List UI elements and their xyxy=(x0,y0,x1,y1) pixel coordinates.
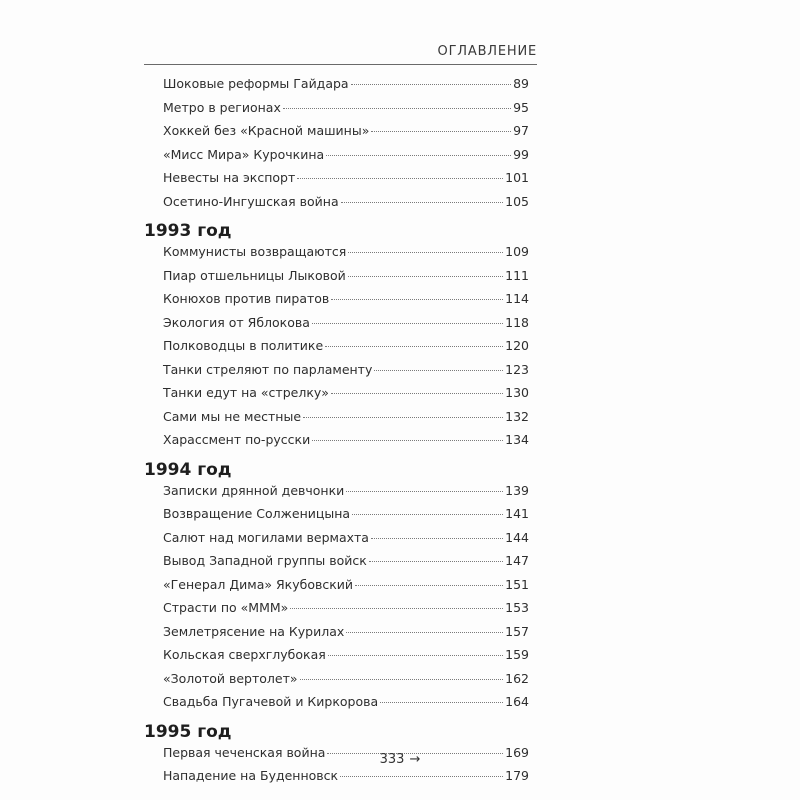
toc-entry-page: 157 xyxy=(505,623,529,639)
toc-entry-page: 111 xyxy=(505,267,529,283)
toc-entry-page: 89 xyxy=(513,76,529,91)
toc-entry xyxy=(144,624,529,648)
toc-entry xyxy=(144,577,529,601)
toc-entry xyxy=(144,123,529,147)
dot-leader xyxy=(283,108,511,109)
toc-entry xyxy=(144,483,529,507)
dot-leader xyxy=(380,702,503,703)
toc-entry xyxy=(144,385,529,409)
toc-entry-title: Первая чеченская война xyxy=(163,744,326,760)
toc-entry xyxy=(144,362,529,386)
toc-entry-title: Конюхов против пиратов xyxy=(163,291,330,306)
toc-year-heading: 1995 год xyxy=(144,721,232,742)
toc-entry xyxy=(144,506,529,530)
toc-entry-title: Пиар отшельницы Лыковой xyxy=(163,267,346,283)
toc-entry-page: 151 xyxy=(505,576,529,592)
dot-leader xyxy=(348,252,503,253)
toc-entry xyxy=(144,768,529,792)
page-folio xyxy=(300,752,500,767)
dot-leader xyxy=(355,585,503,586)
toc-entry xyxy=(144,647,529,671)
toc-entry-page: 114 xyxy=(505,291,529,306)
dot-leader xyxy=(371,131,511,132)
toc-entry-title: Салют над могилами вермахта xyxy=(163,529,369,545)
toc-entry-title: Вывод Западной группы войск xyxy=(163,553,367,568)
toc-entry-page: 162 xyxy=(505,670,529,686)
toc-entry-title: Харассмент по-русски xyxy=(163,432,311,447)
dot-leader xyxy=(300,679,504,680)
toc-entry xyxy=(144,694,529,718)
dot-leader xyxy=(346,491,503,492)
dot-leader xyxy=(369,561,503,562)
toc-entry-title: Возвращение Солженицына xyxy=(163,506,351,521)
toc-entry xyxy=(144,100,529,124)
toc-entry-page: 144 xyxy=(505,529,529,545)
toc-entry xyxy=(144,170,529,194)
dot-leader xyxy=(331,299,503,300)
toc-entry-page: 120 xyxy=(505,338,529,353)
dot-leader xyxy=(325,346,503,347)
dot-leader xyxy=(303,417,503,418)
dot-leader xyxy=(290,608,503,609)
toc-entry-title: «Мисс Мира» Курочкина xyxy=(163,146,325,162)
toc-entry xyxy=(144,600,529,624)
toc-entry-title: Хоккей без «Красной машины» xyxy=(163,123,370,138)
toc-entry-title: Полководцы в политике xyxy=(163,338,324,353)
toc-entry-page: 169 xyxy=(505,744,529,760)
toc-entry xyxy=(144,671,529,695)
toc-entry-title: Осетино-Ингушская война xyxy=(163,193,339,209)
toc-entry-page: 132 xyxy=(505,408,529,424)
toc-entry-page: 101 xyxy=(505,170,529,185)
toc-entry-title: Страсти по «МММ» xyxy=(163,600,289,615)
header-rule xyxy=(144,64,537,65)
toc-entry-page: 147 xyxy=(505,553,529,568)
dot-leader xyxy=(312,323,503,324)
toc-entry-page: 105 xyxy=(505,193,529,209)
dot-leader xyxy=(341,202,504,203)
toc-entry-title: Сами мы не местные xyxy=(163,408,302,424)
dot-leader xyxy=(328,655,503,656)
dot-leader xyxy=(346,632,503,633)
dot-leader xyxy=(331,393,503,394)
toc-entry-title: Метро в регионах xyxy=(163,99,281,115)
toc-entry-title: Танки едут на «стрелку» xyxy=(163,385,329,400)
dot-leader xyxy=(351,84,512,85)
table-of-contents xyxy=(144,76,529,792)
toc-entry xyxy=(144,338,529,362)
toc-entry-page: 159 xyxy=(505,647,529,662)
toc-year-heading: 1993 год xyxy=(144,221,232,241)
toc-entry-page: 99 xyxy=(513,146,529,162)
toc-entry xyxy=(144,76,529,100)
toc-entry-title: Шоковые реформы Гайдара xyxy=(163,76,349,91)
dot-leader xyxy=(326,155,511,156)
toc-entry xyxy=(144,315,529,339)
toc-entry-page: 118 xyxy=(505,314,529,330)
dot-leader xyxy=(312,440,503,441)
dot-leader xyxy=(371,538,503,539)
toc-entry-page: 97 xyxy=(513,123,529,138)
toc-entry-title: Танки стреляют по парламенту xyxy=(163,361,373,377)
toc-entry xyxy=(144,268,529,292)
toc-entry xyxy=(144,291,529,315)
toc-entry xyxy=(144,194,529,218)
toc-entry-page: 134 xyxy=(505,432,529,447)
dot-leader xyxy=(374,370,503,371)
dot-leader xyxy=(352,514,503,515)
toc-entry-title: «Генерал Дима» Якубовский xyxy=(163,576,354,592)
toc-entry-title: Записки дрянной девчонки xyxy=(163,482,345,498)
toc-entry-page: 130 xyxy=(505,385,529,400)
toc-entry xyxy=(144,432,529,456)
running-head: ОГЛАВЛЕНИЕ xyxy=(437,44,537,59)
page-number: 333 xyxy=(379,752,405,767)
toc-entry-page: 164 xyxy=(505,694,529,709)
toc-entry-page: 179 xyxy=(505,768,529,783)
toc-entry-title: Свадьба Пугачевой и Киркорова xyxy=(163,694,379,709)
toc-entry xyxy=(144,409,529,433)
dot-leader xyxy=(340,776,503,777)
toc-entry-page: 141 xyxy=(505,506,529,521)
dot-leader xyxy=(348,276,503,277)
toc-entry-page: 95 xyxy=(513,99,529,115)
toc-entry-page: 153 xyxy=(505,600,529,615)
toc-entry xyxy=(144,147,529,171)
toc-entry-page: 109 xyxy=(505,244,529,259)
toc-entry-title: Нападение на Буденновск xyxy=(163,768,339,783)
toc-entry-title: Экология от Яблокова xyxy=(163,314,310,330)
toc-entry-title: Невесты на экспорт xyxy=(163,170,296,185)
toc-entry xyxy=(144,553,529,577)
toc-entry xyxy=(144,244,529,268)
toc-entry-title: Коммунисты возвращаются xyxy=(163,244,347,259)
dot-leader xyxy=(297,178,503,179)
toc-entry-page: 139 xyxy=(505,482,529,498)
toc-year-heading: 1994 год xyxy=(144,459,232,480)
next-page-arrow-icon: → xyxy=(409,752,421,767)
toc-entry-page: 123 xyxy=(505,361,529,377)
toc-entry xyxy=(144,530,529,554)
toc-entry-title: Кольская сверхглубокая xyxy=(163,647,326,662)
toc-entry-title: «Золотой вертолет» xyxy=(163,670,298,686)
toc-entry-title: Землетрясение на Курилах xyxy=(163,623,345,639)
